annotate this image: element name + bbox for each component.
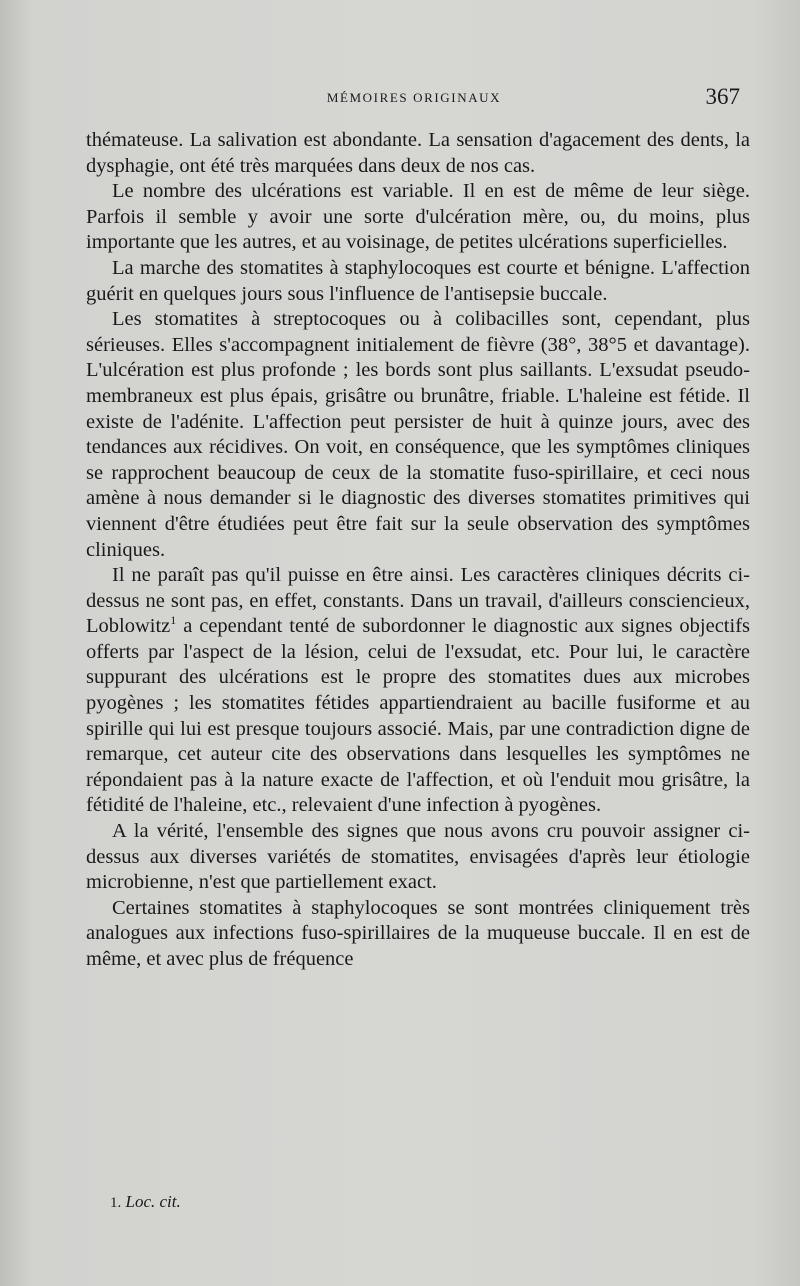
footnote-text: Loc. cit. [125,1192,181,1211]
body-text [86,128,750,973]
paragraph-4: Les stomatites à streptocoques ou à colibacilles sont, cependant, plus sérieuses. Elles s'accompagnent initialement de fièvre (38°, 38°5 et davantage). L'ulcération est plus profonde ; les bords sont plus saillants. L'exsudat pseudo-membraneux est plus épais, grisâtre ou brunâtre, friable. L'haleine est fétide. Il existe de l'adénite. L'affection peut persister de huit à quinze jours, avec des tendances aux récidives. On voit, en conséquence, que les symptômes cliniques se rapprochent beaucoup de ceux de la stomatite fuso-spirillaire, et ceci nous amène à nous demander si le diagnostic des diverses stomatites primitives qui viennent d'être étudiées peut être fait sur la seule observation des symptômes cliniques. [86,308,750,561]
paragraph-2: Le nombre des ulcérations est variable. Il en est de même de leur siège. Parfois il semble y avoir une sorte d'ulcération mère, ou, du moins, plus importante que les autres, et au voisinage, de petites ulcérations superficielles. [86,180,750,254]
running-title: MÉMOIRES ORIGINAUX [326,90,502,105]
paragraph-1: thémateuse. La salivation est abondante. La sensation d'agacement des dents, la dysphagie, ont été très marquées dans deux de nos cas. [86,129,750,177]
paragraph-7: Certaines stomatites à staphylocoques se sont montrées cliniquement très analogues aux infections fuso-spirillaires de la muqueuse buccale. Il en est de même, et avec plus de fréquence [86,896,750,970]
page-number: 367 [705,84,740,109]
paragraph-3: La marche des stomatites à staphylocoques est courte et bénigne. L'affection guérit en quelques jours sous l'influence de l'antisepsie buccale. [86,256,750,305]
footnote [110,1192,181,1212]
paragraph-6: A la vérité, l'ensemble des signes que nous avons cru pouvoir assigner ci-dessus aux diverses variétés de stomatites, envisagées d'après leur étiologie microbienne, n'est que partiellement exact. [86,820,750,894]
running-head [86,84,742,114]
paragraph-5-after-ref: a cependant tenté de subordonner le diagnostic aux signes objectifs offerts par l'aspect de la lésion, celui de l'exsudat, etc. Pour lui, le caractère suppurant des ulcérations est le propre des stomatites dues aux microbes pyogènes ; les stomatites fétides appartiendraient au bacille fusiforme et au spirille qui lui est presque toujours associé. Mais, par une contradiction digne de remarque, cet auteur cite des observations dans lesquelles les symptômes ne répondaient pas à la nature exacte de l'affection, et où l'enduit mou grisâtre, la fétidité de l'haleine, etc., relevaient d'une infection à pyogènes. [86,615,750,817]
footnote-number: 1. [110,1195,122,1211]
paragraph-5 [86,563,750,819]
footnote-reference: 1 [170,613,177,628]
paragraph-5-before-ref: Il ne paraît pas qu'il puisse en être ainsi. Les caractères cliniques décrits ci-dessus ne sont pas, en effet, constants. Dans un travail, d'ailleurs consciencieux, Loblowitz [86,564,750,638]
